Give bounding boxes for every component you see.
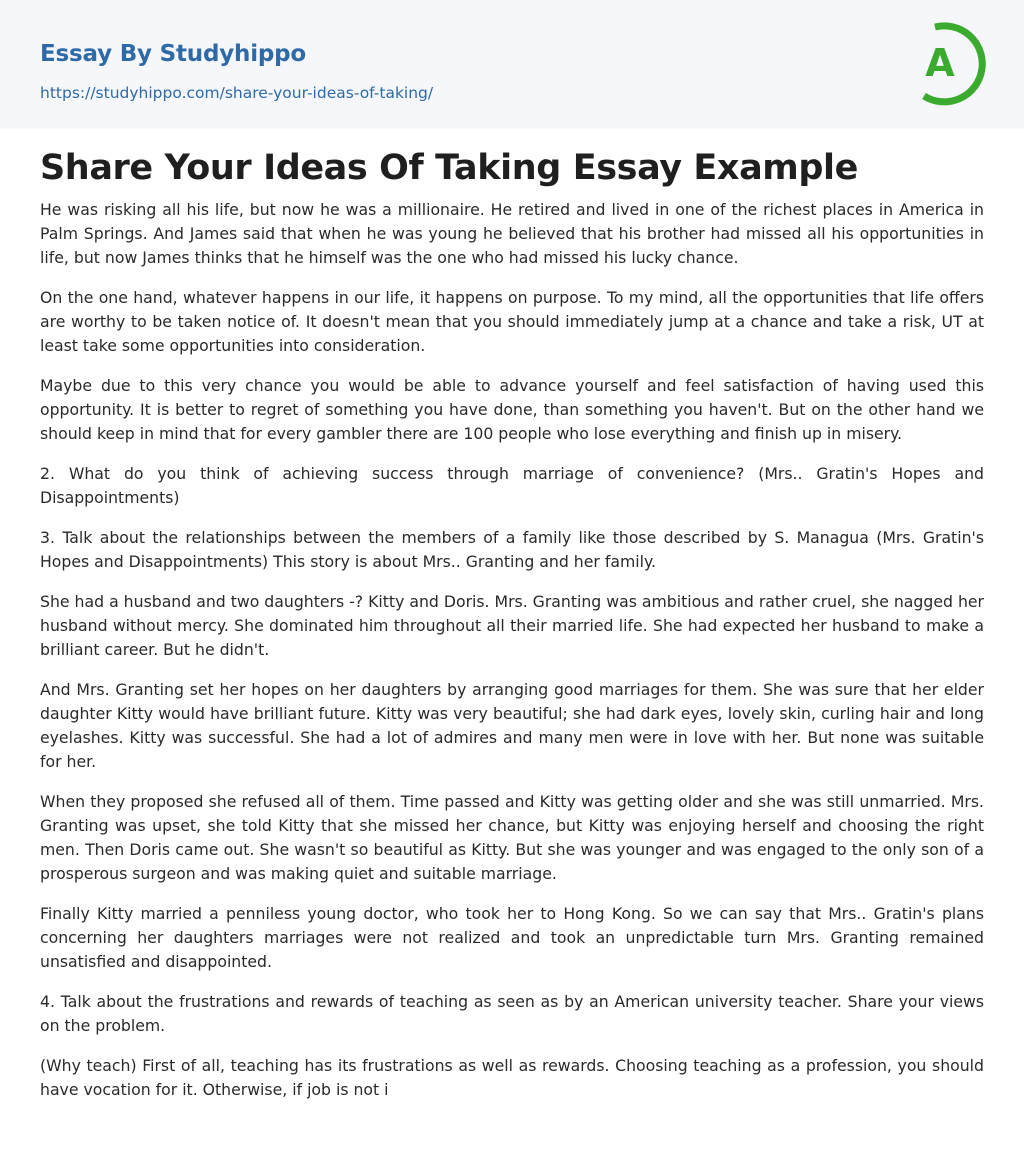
brand-title: Essay By Studyhippo <box>40 41 307 67</box>
paragraph: 4. Talk about the frustrations and rewards of teaching as seen as by an American university teacher. Share your views on the problem. <box>40 992 984 1035</box>
article <box>0 129 1024 1102</box>
paragraph: On the one hand, whatever happens in our life, it happens on purpose. To my mind, all the opportunities that life offers are worthy to be taken notice of. It doesn't mean that you should immediately jump at a chance and take a risk, UT at least take some opportunities into consideration. <box>40 288 984 355</box>
paragraph: Maybe due to this very chance you would be able to advance yourself and feel satisfaction of having used this opportunity. It is better to regret of something you have done, than something you haven't. But on the other hand we should keep in mind that for every gambler there are 100 people who lose everything and finish up in misery. <box>40 376 984 443</box>
paragraph: When they proposed she refused all of them. Time passed and Kitty was getting older and she was still unmarried. Mrs. Granting was upset, she told Kitty that she missed her chance, but Kitty was enjoying herself and choosing the right men. Then Doris came out. She wasn't so beautiful as Kitty. But she was younger and was engaged to the only son of a prosperous surgeon and was making quiet and suitable marriage. <box>40 792 984 883</box>
paragraph: 3. Talk about the relationships between the members of a family like those described by S. Managua (Mrs. Gratin's Hopes and Disappointments) This story is about Mrs.. Granting and her family. <box>40 528 984 571</box>
paragraph: And Mrs. Granting set her hopes on her daughters by arranging good marriages for them. She was sure that her elder daughter Kitty would have brilliant future. Kitty was very beautiful; she had dark eyes, lovely skin, curling hair and long eyelashes. Kitty was successful. She had a lot of admires and many men were in love with her. But none was suitable for her. <box>40 680 984 771</box>
paragraph: (Why teach) First of all, teaching has its frustrations as well as rewards. Choosing teaching as a profession, you should have vocation for it. Otherwise, if job is not i <box>40 1056 984 1099</box>
article-title: Share Your Ideas Of Taking Essay Example <box>40 148 858 188</box>
studyhippo-logo-icon <box>912 18 988 106</box>
article-body <box>40 198 984 1102</box>
paragraph: Finally Kitty married a penniless young doctor, who took her to Hong Kong. So we can say that Mrs.. Gratin's plans concerning her daughters marriages were not realized and took an unpredictable turn Mrs. Granting remained unsatisfied and disappointed. <box>40 904 984 971</box>
source-link[interactable]: https://studyhippo.com/share-your-ideas-of-taking/ <box>40 84 434 102</box>
paragraph: She had a husband and two daughters -? Kitty and Doris. Mrs. Granting was ambitious and rather cruel, she nagged her husband without mercy. She dominated him throughout all their married life. She had expected her husband to make a brilliant career. But he didn't. <box>40 592 984 659</box>
paragraph: He was risking all his life, but now he was a millionaire. He retired and lived in one of the richest places in America in Palm Springs. And James said that when he was young he believed that his brother had missed all his opportunities in life, but now James thinks that he himself was the one who had missed his lucky chance. <box>40 200 984 267</box>
logo-letter: A <box>925 41 955 85</box>
paragraph: 2. What do you think of achieving success through marriage of convenience? (Mrs.. Gratin's Hopes and Disappointments) <box>40 464 984 507</box>
site-header <box>0 0 1024 129</box>
